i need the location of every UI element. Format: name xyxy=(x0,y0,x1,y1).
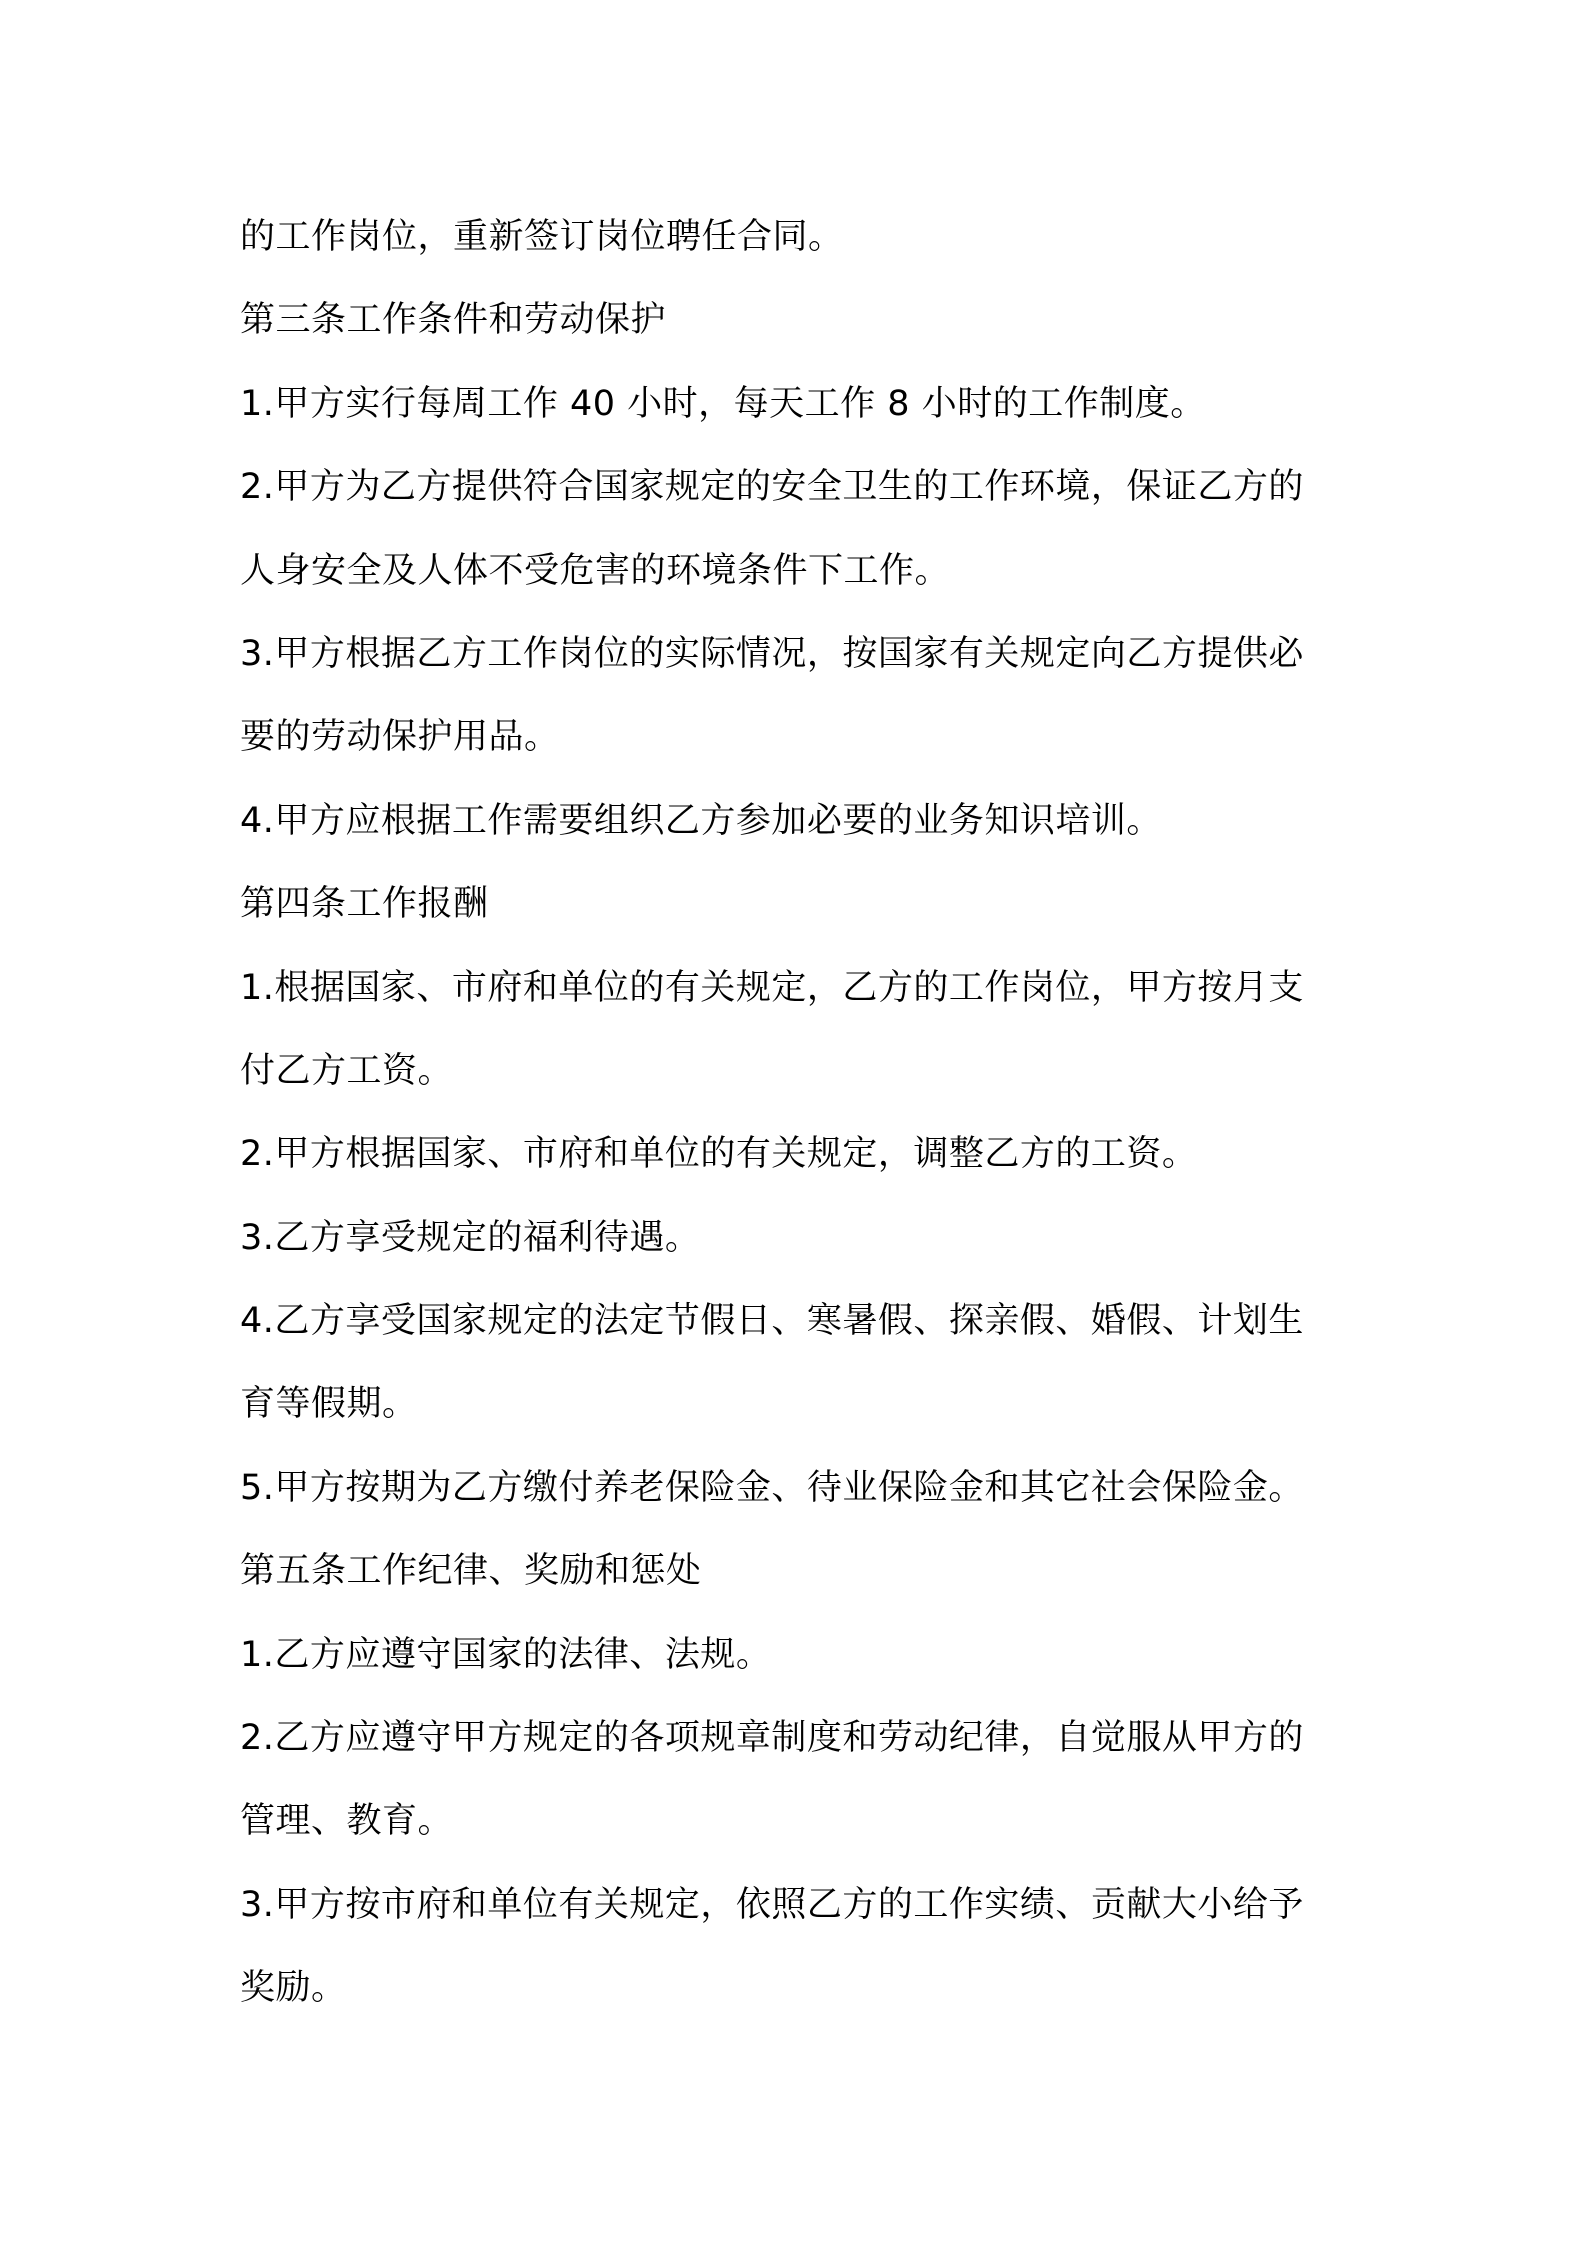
text-line: 2.甲方为乙方提供符合国家规定的安全卫生的工作环境，保证乙方的 xyxy=(240,467,1304,508)
text-line: 管理、教育。 xyxy=(240,1801,454,1842)
text-line: 2.甲方根据国家、市府和单位的有关规定，调整乙方的工资。 xyxy=(240,1134,1198,1175)
text-line: 要的劳动保护用品。 xyxy=(240,717,560,758)
section-heading: 第三条工作条件和劳动保护 xyxy=(240,300,667,341)
text-line: 4.乙方享受国家规定的法定节假日、寒暑假、探亲假、婚假、计划生 xyxy=(240,1301,1304,1342)
section-heading: 第五条工作纪律、奖励和惩处 xyxy=(240,1551,702,1592)
text-line: 1.乙方应遵守国家的法律、法规。 xyxy=(240,1634,772,1675)
document-body xyxy=(240,196,1360,2031)
text-line: 5.甲方按期为乙方缴付养老保险金、待业保险金和其它社会保险金。 xyxy=(240,1467,1304,1508)
text-line: 3.甲方按市府和单位有关规定，依照乙方的工作实绩、贡献大小给予 xyxy=(240,1884,1304,1925)
text-line: 奖励。 xyxy=(240,1968,347,2009)
text-line: 2.乙方应遵守甲方规定的各项规章制度和劳动纪律，自觉服从甲方的 xyxy=(240,1718,1304,1759)
text-line: 人身安全及人体不受危害的环境条件下工作。 xyxy=(240,550,951,591)
text-line: 4.甲方应根据工作需要组织乙方参加必要的业务知识培训。 xyxy=(240,800,1162,841)
text-line: 付乙方工资。 xyxy=(240,1050,454,1091)
text-line: 1.根据国家、市府和单位的有关规定，乙方的工作岗位，甲方按月支 xyxy=(240,967,1304,1008)
text-line: 育等假期。 xyxy=(240,1384,418,1425)
text-line: 的工作岗位，重新签订岗位聘任合同。 xyxy=(240,217,844,257)
text-line: 3.甲方根据乙方工作岗位的实际情况，按国家有关规定向乙方提供必 xyxy=(240,633,1304,674)
text-line: 1.甲方实行每周工作 40 小时，每天工作 8 小时的工作制度。 xyxy=(240,383,1206,424)
section-heading: 第四条工作报酬 xyxy=(240,884,489,925)
text-line: 3.乙方享受规定的福利待遇。 xyxy=(240,1217,701,1258)
